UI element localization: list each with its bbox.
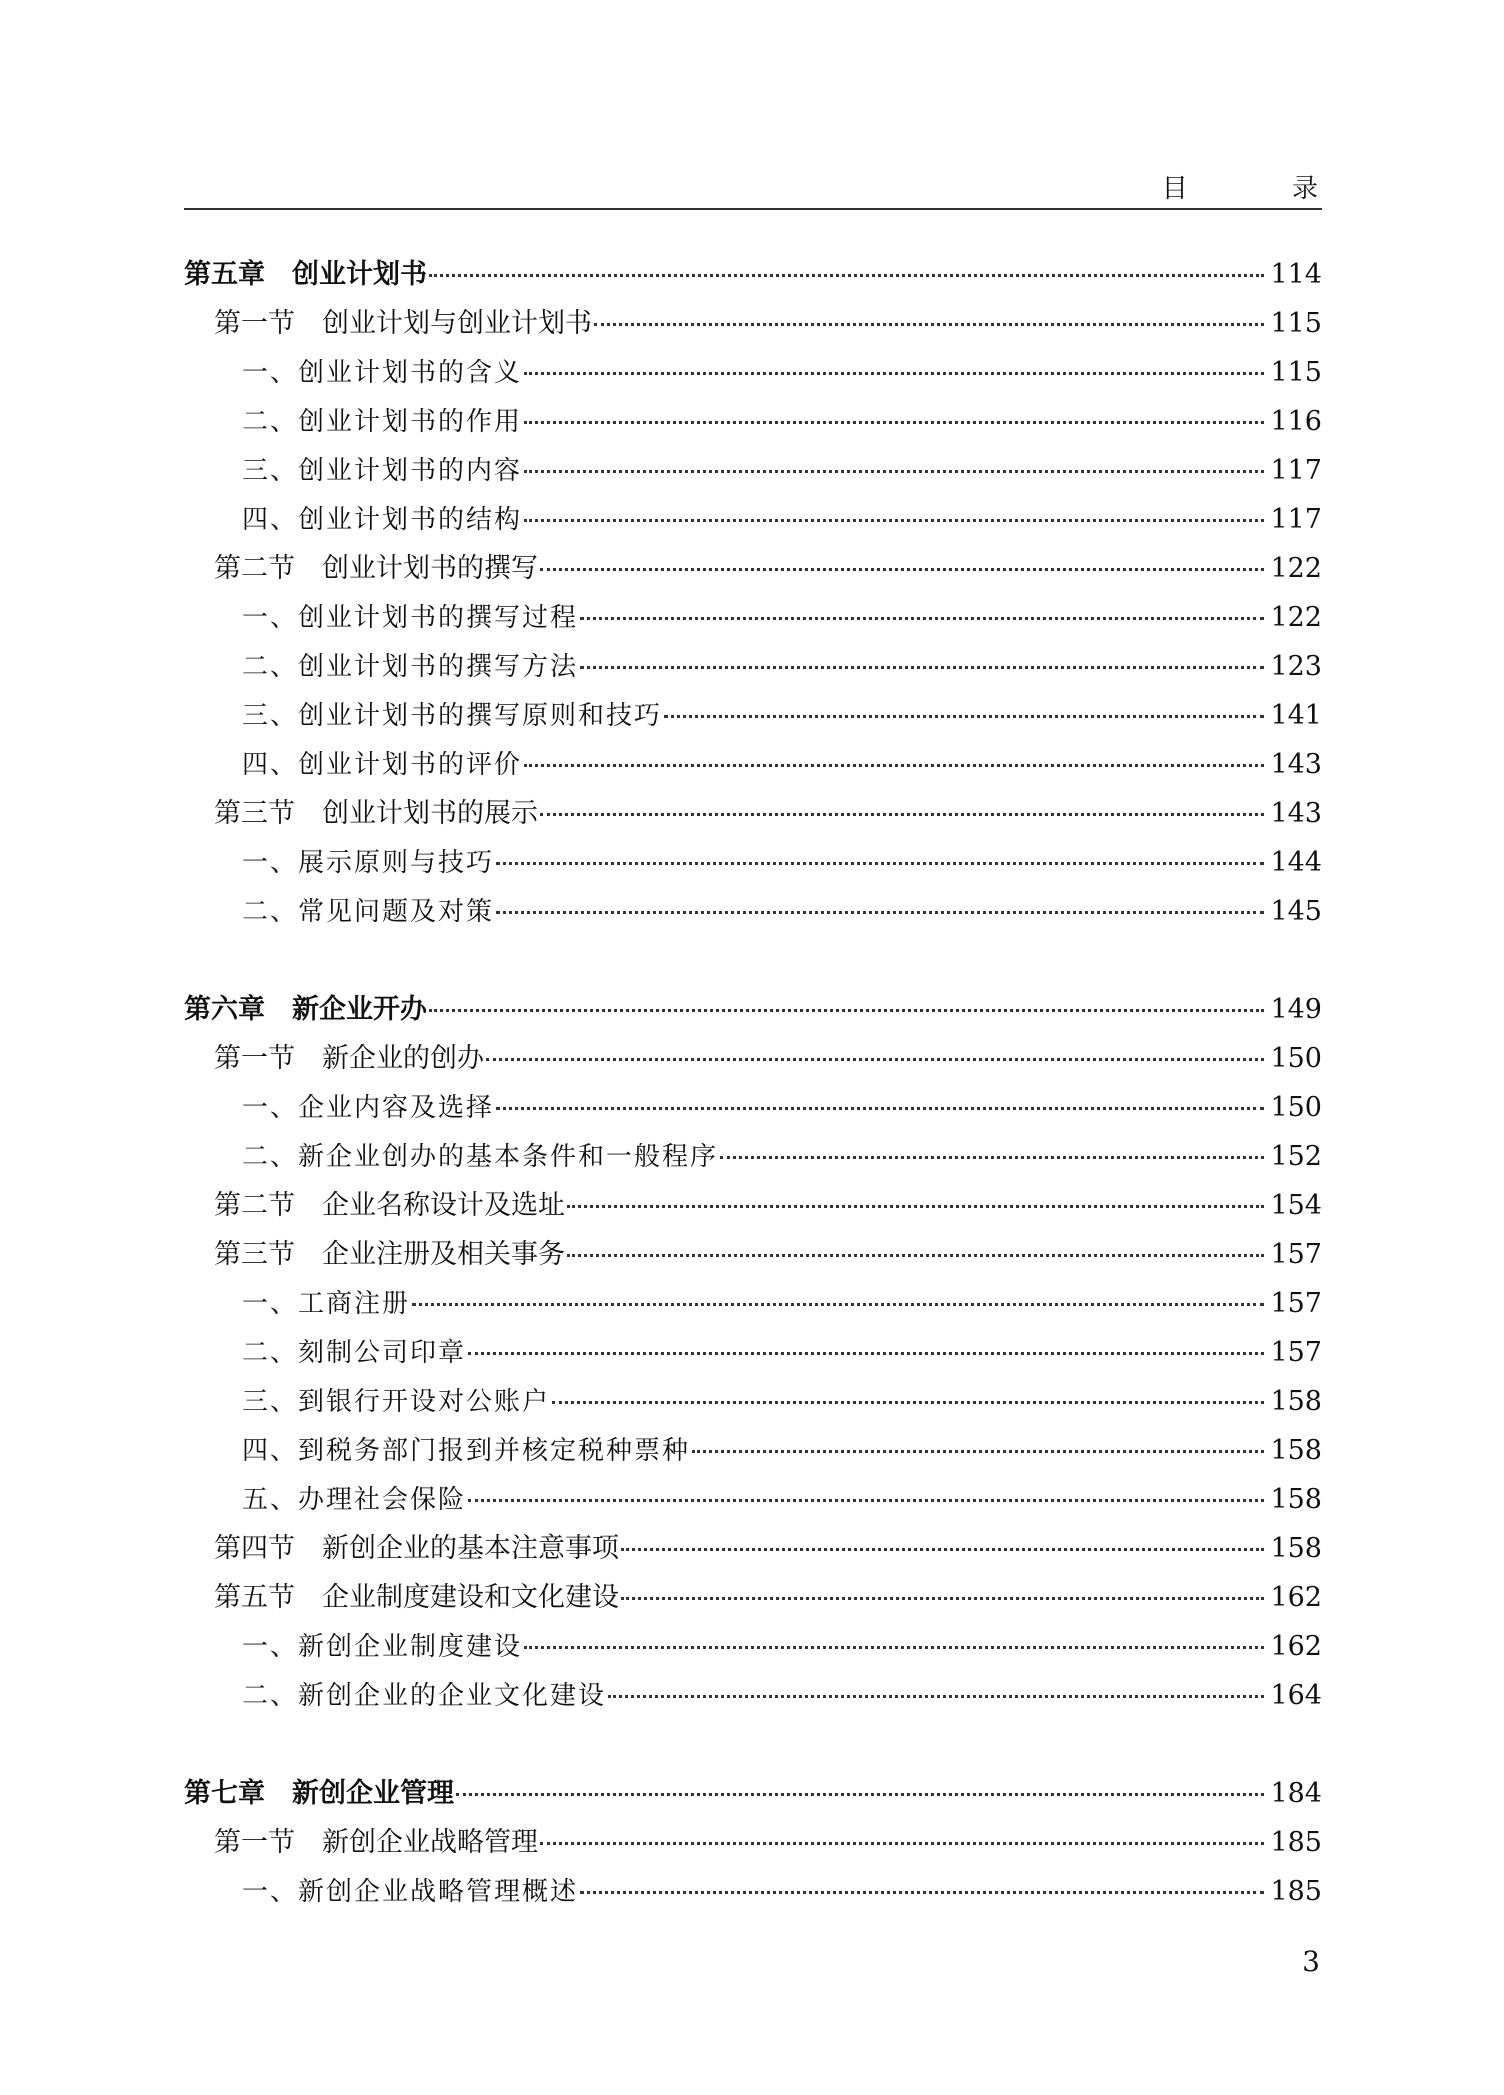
toc-entry-title: 二、常见问题及对策 (242, 897, 495, 927)
dot-leader (496, 911, 1264, 914)
dot-leader (580, 1891, 1264, 1894)
toc-entry-page: 122 (1270, 602, 1322, 633)
toc-entry-page: 143 (1270, 798, 1322, 829)
toc-entry-page: 122 (1270, 553, 1322, 584)
toc-chapter-row[interactable] (184, 985, 1322, 1034)
toc-entry-page: 162 (1270, 1582, 1322, 1613)
toc-entry-page: 157 (1270, 1239, 1322, 1270)
page-number: 3 (1302, 1945, 1320, 1978)
dot-leader (692, 1450, 1264, 1453)
toc-entry-page: 158 (1270, 1533, 1322, 1564)
toc-entry-title: 第四节 新创企业的基本注意事项 (214, 1533, 619, 1564)
toc-item-row[interactable] (184, 593, 1322, 642)
dot-leader (524, 519, 1264, 522)
toc-entry-title: 二、新创企业的企业文化建设 (242, 1681, 607, 1711)
toc-entry-title: 二、创业计划书的作用 (242, 407, 523, 437)
toc-entry-title: 三、到银行开设对公账户 (242, 1387, 551, 1417)
toc-entry-page: 185 (1270, 1876, 1322, 1907)
toc-entry-page: 184 (1270, 1778, 1322, 1809)
toc-entry-title: 一、工商注册 (242, 1289, 411, 1319)
toc-item-row[interactable] (184, 838, 1322, 887)
toc-item-row[interactable] (184, 1475, 1322, 1524)
toc-spacer (184, 936, 1322, 985)
toc-item-row[interactable] (184, 642, 1322, 691)
toc-entry-page: 152 (1270, 1141, 1322, 1172)
toc-entry-title: 第五节 企业制度建设和文化建设 (214, 1582, 619, 1613)
toc-section-row[interactable] (184, 544, 1322, 593)
toc-item-row[interactable] (184, 887, 1322, 936)
toc-item-row[interactable] (184, 397, 1322, 446)
toc-entry-page: 185 (1270, 1827, 1322, 1858)
dot-leader (468, 1352, 1264, 1355)
toc-entry-page: 157 (1270, 1288, 1322, 1319)
dot-leader (621, 1548, 1264, 1551)
dot-leader (524, 421, 1264, 424)
toc-entry-title: 第三节 创业计划书的展示 (214, 798, 538, 829)
dot-leader (429, 274, 1264, 277)
toc-entry-page: 115 (1270, 357, 1322, 388)
dot-leader (524, 470, 1264, 473)
toc-item-row[interactable] (184, 1867, 1322, 1916)
toc-entry-title: 第五章 创业计划书 (184, 259, 427, 290)
toc-entry-page: 117 (1270, 455, 1322, 486)
toc-entry-title: 二、创业计划书的撰写方法 (242, 652, 579, 682)
toc-entry-page: 157 (1270, 1337, 1322, 1368)
toc-entry-page: 149 (1270, 994, 1322, 1025)
table-of-contents (184, 250, 1322, 1916)
toc-item-row[interactable] (184, 348, 1322, 397)
toc-entry-page: 115 (1270, 308, 1322, 339)
toc-entry-page: 158 (1270, 1484, 1322, 1515)
toc-entry-page: 117 (1270, 504, 1322, 535)
running-header-title: 目 录 (1161, 174, 1366, 204)
toc-chapter-row[interactable] (184, 250, 1322, 299)
toc-section-row[interactable] (184, 1818, 1322, 1867)
toc-spacer (184, 1720, 1322, 1769)
dot-leader (608, 1695, 1264, 1698)
dot-leader (486, 1058, 1264, 1061)
toc-entry-title: 第六章 新企业开办 (184, 994, 427, 1025)
toc-item-row[interactable] (184, 1671, 1322, 1720)
toc-entry-title: 四、到税务部门报到并核定税种票种 (242, 1436, 691, 1466)
toc-entry-page: 144 (1270, 847, 1322, 878)
toc-item-row[interactable] (184, 1622, 1322, 1671)
toc-entry-page: 123 (1270, 651, 1322, 682)
dot-leader (429, 1009, 1264, 1012)
toc-entry-title: 第七章 新创企业管理 (184, 1778, 454, 1809)
dot-leader (496, 1107, 1264, 1110)
dot-leader (580, 617, 1264, 620)
toc-item-row[interactable] (184, 446, 1322, 495)
toc-entry-title: 四、创业计划书的结构 (242, 505, 523, 535)
toc-entry-page: 164 (1270, 1680, 1322, 1711)
toc-entry-title: 第二节 企业名称设计及选址 (214, 1190, 565, 1221)
dot-leader (540, 568, 1264, 571)
dot-leader (567, 1205, 1264, 1208)
dot-leader (664, 715, 1264, 718)
toc-entry-title: 四、创业计划书的评价 (242, 750, 523, 780)
toc-section-row[interactable] (184, 299, 1322, 348)
toc-entry-page: 114 (1270, 259, 1322, 290)
dot-leader (621, 1597, 1264, 1600)
toc-item-row[interactable] (184, 1377, 1322, 1426)
toc-entry-title: 第一节 创业计划与创业计划书 (214, 308, 592, 339)
toc-item-row[interactable] (184, 1279, 1322, 1328)
dot-leader (594, 323, 1264, 326)
toc-section-row[interactable] (184, 1230, 1322, 1279)
dot-leader (567, 1254, 1264, 1257)
toc-item-row[interactable] (184, 495, 1322, 544)
dot-leader (720, 1156, 1264, 1159)
toc-entry-page: 158 (1270, 1386, 1322, 1417)
dot-leader (524, 372, 1264, 375)
dot-leader (468, 1499, 1264, 1502)
toc-entry-page: 116 (1270, 406, 1322, 437)
toc-section-row[interactable] (184, 1524, 1322, 1573)
toc-entry-page: 158 (1270, 1435, 1322, 1466)
dot-leader (412, 1303, 1264, 1306)
toc-entry-title: 第一节 新企业的创办 (214, 1043, 484, 1074)
dot-leader (524, 764, 1264, 767)
toc-entry-title: 一、创业计划书的撰写过程 (242, 603, 579, 633)
toc-item-row[interactable] (184, 691, 1322, 740)
toc-entry-title: 第一节 新创企业战略管理 (214, 1827, 538, 1858)
dot-leader (496, 862, 1264, 865)
dot-leader (552, 1401, 1264, 1404)
toc-entry-title: 二、刻制公司印章 (242, 1338, 467, 1368)
toc-item-row[interactable] (184, 1426, 1322, 1475)
toc-entry-title: 一、创业计划书的含义 (242, 358, 523, 388)
dot-leader (540, 813, 1264, 816)
toc-chapter-row[interactable] (184, 1769, 1322, 1818)
toc-entry-page: 162 (1270, 1631, 1322, 1662)
toc-entry-title: 一、新创企业战略管理概述 (242, 1877, 579, 1907)
toc-item-row[interactable] (184, 1083, 1322, 1132)
toc-entry-title: 五、办理社会保险 (242, 1485, 467, 1515)
dot-leader (456, 1793, 1264, 1796)
toc-section-row[interactable] (184, 1034, 1322, 1083)
toc-entry-title: 三、创业计划书的撰写原则和技巧 (242, 701, 663, 731)
toc-entry-title: 三、创业计划书的内容 (242, 456, 523, 486)
dot-leader (580, 666, 1264, 669)
toc-entry-title: 一、展示原则与技巧 (242, 848, 495, 878)
toc-entry-page: 150 (1270, 1092, 1322, 1123)
running-header (184, 166, 1366, 210)
toc-section-row[interactable] (184, 1181, 1322, 1230)
toc-entry-title: 一、企业内容及选择 (242, 1093, 495, 1123)
toc-entry-title: 第三节 企业注册及相关事务 (214, 1239, 565, 1270)
toc-entry-title: 第二节 创业计划书的撰写 (214, 553, 538, 584)
toc-entry-page: 141 (1270, 700, 1322, 731)
toc-item-row[interactable] (184, 1132, 1322, 1181)
toc-entry-page: 145 (1270, 896, 1322, 927)
toc-entry-page: 154 (1270, 1190, 1322, 1221)
dot-leader (524, 1646, 1264, 1649)
toc-section-row[interactable] (184, 789, 1322, 838)
toc-entry-title: 一、新创企业制度建设 (242, 1632, 523, 1662)
toc-section-row[interactable] (184, 1573, 1322, 1622)
toc-entry-title: 二、新企业创办的基本条件和一般程序 (242, 1142, 719, 1172)
toc-entry-page: 150 (1270, 1043, 1322, 1074)
toc-item-row[interactable] (184, 1328, 1322, 1377)
toc-item-row[interactable] (184, 740, 1322, 789)
toc-entry-page: 143 (1270, 749, 1322, 780)
dot-leader (540, 1842, 1264, 1845)
